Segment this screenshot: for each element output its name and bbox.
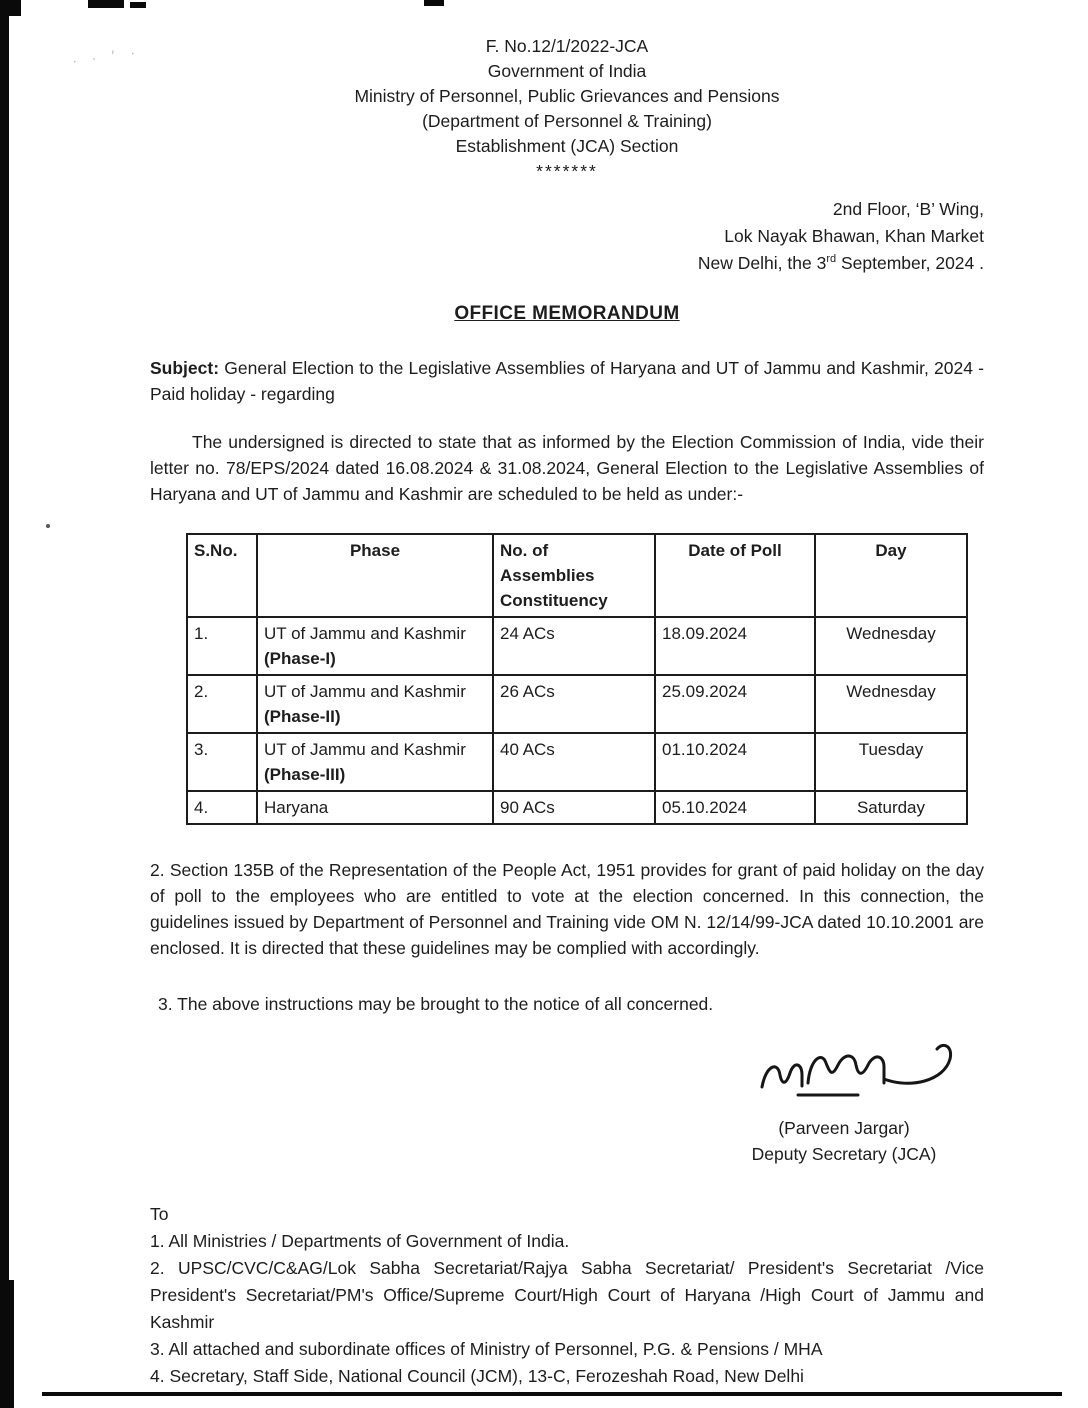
subject-line xyxy=(150,355,984,407)
signatory-designation: Deputy Secretary (JCA) xyxy=(751,1144,937,1164)
list-item: 4. Secretary, Staff Side, National Council (JCM), 13-C, Ferozeshah Road, New Delhi xyxy=(150,1366,804,1386)
col-header-acs: No. of Assemblies Constituency xyxy=(493,534,655,617)
address-date-line: New Delhi, the 3rd September, 2024 . xyxy=(697,253,984,273)
distribution-list xyxy=(150,1201,984,1390)
signature-block xyxy=(150,1035,984,1167)
table-row: 2. UT of Jammu and Kashmir (Phase-II) 26 ACs 25.09.2024 Wednesday xyxy=(187,675,967,733)
list-item: 1. All Ministries / Departments of Government of India. xyxy=(150,1231,570,1251)
subject-text: General Election to the Legislative Assemblies of Haryana and UT of Jammu and Kashmir, 2024 - Paid holiday - regarding xyxy=(150,358,984,404)
address-block xyxy=(150,196,984,277)
col-header-sno: S.No. xyxy=(187,534,257,617)
section-line: Establishment (JCA) Section xyxy=(455,136,679,156)
memo-title: OFFICE MEMORANDUM xyxy=(454,303,680,324)
schedule-table xyxy=(186,533,968,825)
subject-label: Subject: xyxy=(150,358,220,378)
list-item: 2. UPSC/CVC/C&AG/Lok Sabha Secretariat/Rajya Sabha Secretariat/ President's Secretariat /Vice President's Secretariat/PM's Office/Supreme Court/High Court of Haryana /High Court of Jammu and Kashmir xyxy=(150,1258,984,1332)
star-divider: ******* xyxy=(536,161,598,181)
ministry-line: Ministry of Personnel, Public Grievances and Pensions xyxy=(354,86,780,106)
col-header-phase: Phase xyxy=(257,534,493,617)
signature-image xyxy=(754,1035,974,1113)
paragraph-3: 3. The above instructions may be brought to the notice of all concerned. xyxy=(158,994,714,1014)
table-row: 4. Haryana 90 ACs 05.10.2024 Saturday xyxy=(187,791,967,824)
address-line: 2nd Floor, ‘B’ Wing, xyxy=(832,199,984,219)
pencil-mark: · · ′ · xyxy=(71,43,142,69)
file-number: F. No.12/1/2022-JCA xyxy=(485,36,649,56)
table-header-row xyxy=(187,534,967,617)
letterhead xyxy=(150,34,984,184)
address-line: Lok Nayak Bhawan, Khan Market xyxy=(724,226,984,246)
list-item: 3. All attached and subordinate offices of Ministry of Personnel, P.G. & Pensions / MHA xyxy=(150,1339,823,1359)
govt-line: Government of India xyxy=(487,61,647,81)
col-header-date: Date of Poll xyxy=(655,534,815,617)
signatory-name: (Parveen Jargar) xyxy=(778,1118,910,1138)
paragraph-1: The undersigned is directed to state that as informed by the Election Commission of India, vide their letter no. 78/EPS/2024 dated 16.08.2024 & 31.08.2024, General Election to the Legislative Assemblies of Haryana and UT of Jammu and Kashmir are scheduled to be held as under:- xyxy=(150,432,984,504)
table-row: 1. UT of Jammu and Kashmir (Phase-I) 24 ACs 18.09.2024 Wednesday xyxy=(187,617,967,675)
table-row: 3. UT of Jammu and Kashmir (Phase-III) 40 ACs 01.10.2024 Tuesday xyxy=(187,733,967,791)
ordinal-superscript: rd xyxy=(826,253,837,266)
to-label: To xyxy=(150,1204,169,1224)
paragraph-2: 2. Section 135B of the Representation of the People Act, 1951 provides for grant of paid holiday on the day of poll to the employees who are entitled to vote at the election concerned. In this connection, the guidelines issued by Department of Personnel and Training vide OM N. 12/14/99-JCA dated 10.10.2001 are enclosed. It is directed that these guidelines may be complied with accordingly. xyxy=(150,860,984,958)
department-line: (Department of Personnel & Training) xyxy=(422,111,712,131)
col-header-day: Day xyxy=(815,534,967,617)
